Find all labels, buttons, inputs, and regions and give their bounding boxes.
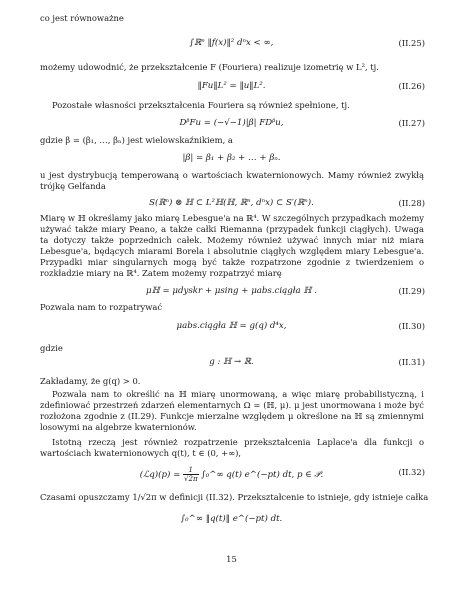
equation-formula: ‖Fu‖L² = ‖u‖L². [197,81,266,91]
equation-ii-30 [0,320,463,332]
equation-formula: g : ℍ → ℝ. [209,357,254,367]
equation-ii-25 [0,37,463,49]
equation-number: (II.28) [398,198,425,208]
equation-ii-31 [0,356,463,368]
equation-lhs: (ℒq)(p) = [139,470,181,480]
equation-formula: DᵝFu = (−√−1)|β| FDᵝu, [179,118,284,128]
page-number: 15 [226,554,237,564]
paragraph: Pozostałe własności przekształcenia Fouriera są również spełnione, tj. [52,100,350,110]
paragraph: gdzie [40,343,63,353]
paragraph: Zakładamy, że g(q) > 0. [40,376,141,386]
equation-formula: S(ℝⁿ) ⊗ ℍ ⊂ L²ℍ(ℍ, ℝⁿ, dⁿx) ⊂ S′(ℝⁿ). [149,198,314,208]
equation-rhs: ∫₀^∞ q(t) e^(−pt) dt, p ∈ 𝒫. [201,470,324,480]
fraction-denominator: √2π [184,475,198,483]
paragraph: u jest dystrybucją temperowaną o wartościach kwaternionowych. Mamy również zwykłą trójkę Gelfanda [40,170,424,191]
equation-formula: ∫ℝⁿ ‖f(x)‖² dⁿx < ∞, [189,38,274,48]
intro-line: co jest równoważne [40,13,124,23]
equation-final-integral: ∫₀^∞ ‖q(t)‖ e^(−pt) dt. [180,514,283,524]
paragraph: gdzie β = (β₁, …, βₙ) jest wielowskaźnikiem, a [40,135,233,145]
paragraph: Pozwala nam to określić na ℍ miarę unormowaną, a więc miarę probabilistyczną, i zdefiniować przestrzeń zdarzeń elementarnych Ω = (ℍ, μ). μ jest unormowana i może być rozłożona zgodnie z (II.29). Funkcje mierzalne względem μ określone na ℍ są zmiennymi losowymi na algebrze kwaternionów. [40,389,424,432]
equation-formula: μℍ = μdyskr + μsing + μabs.ciągła ℍ . [146,286,317,296]
paragraph: Czasami opuszczamy 1/√2π w definicji (II.32). Przekształcenie to istnieje, gdy istnieje całka [40,492,429,502]
equation-ii-27 [0,117,463,129]
paragraph: Pozwala nam to rozpatrywać [40,302,163,312]
equation-ii-26 [0,80,463,92]
equation-number: (II.27) [398,118,425,128]
equation-ii-32 [0,466,463,483]
equation-number: (II.31) [398,357,425,367]
paragraph: Istotną rzeczą jest również rozpatrzenie przekształcenia Laplace'a dla funkcji o wartościach kwaternionowych q(t), t ∈ (0, +∞), [40,437,424,458]
equation-beta-norm: |β| = β₁ + β₂ + … + βₙ. [182,153,281,163]
paragraph: Miarę w ℍ określamy jako miarę Lebesgue'a na ℝ⁴. W szczególnych przypadkach możemy używać także miary Peano, a także całki Riemanna (przypadek funkcji ciągłych). Uwaga ta dotyczy także poprzednich całek. Możemy również używać innych miar niż miara Lebesgue'a, będących miarami Borela i absolutnie ciągłych względem miary Lebesgue'a. Przypadki miar singularnych mogą być także rozpatrzone zgodnie z twierdzeniem o rozkładzie miary na ℝ⁴. Zatem możemy rozpatrzyć miarę [40,213,424,278]
equation-number: (II.26) [398,81,425,91]
equation-ii-29 [0,285,463,297]
equation-ii-28 [0,197,463,209]
fraction-numerator: 1 [183,466,199,475]
equation-number: (II.32) [398,467,425,477]
fraction [183,466,199,483]
equation-formula: μabs.ciągła ℍ = g(q) d⁴x, [176,321,287,331]
equation-number: (II.29) [398,286,425,296]
paragraph: możemy udowodnić, że przekształcenie F (Fouriera) realizuje izometrię w L², tj. [40,62,379,72]
equation-number: (II.25) [398,38,425,48]
equation-number: (II.30) [398,321,425,331]
